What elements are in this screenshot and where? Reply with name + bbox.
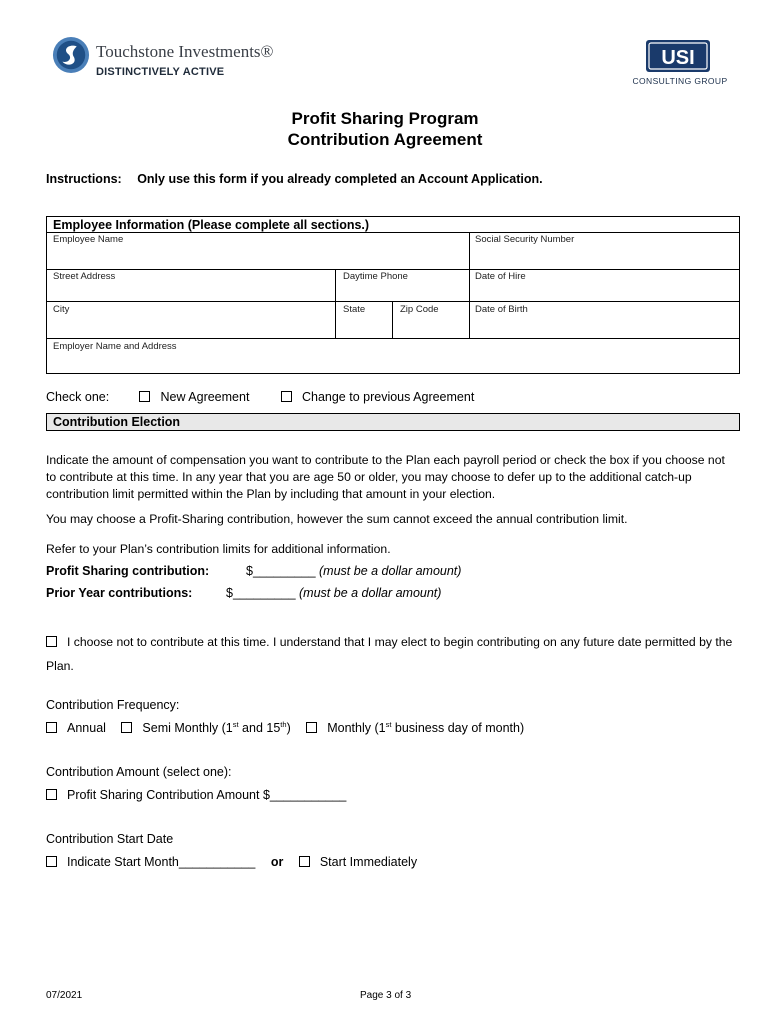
checkbox-profit-sharing-amount[interactable] <box>46 789 57 800</box>
frequency-options <box>46 720 536 735</box>
option-new-agreement[interactable] <box>139 390 277 404</box>
prior-year-label: Prior Year contributions: <box>46 586 193 600</box>
checkbox-start-month[interactable] <box>46 856 57 867</box>
touchstone-emblem-icon <box>52 36 90 74</box>
frequency-label: Contribution Frequency: <box>46 698 180 712</box>
option-profit-sharing-amount[interactable] <box>46 788 346 802</box>
option-monthly[interactable] <box>306 720 524 735</box>
footer-page-number: Page 3 of 3 <box>360 990 412 1001</box>
monthly-end: business day of month) <box>391 721 525 736</box>
checkbox-annual[interactable] <box>46 722 57 733</box>
state-field[interactable]: State <box>343 304 366 315</box>
semi-end: ) <box>286 721 291 736</box>
ssn-field[interactable]: Social Security Number <box>475 234 575 245</box>
employee-name-field[interactable]: Employee Name <box>53 234 124 245</box>
instruction-paragraph: Indicate the amount of compensation you want to contribute to the Plan each payroll period or check the box if you choose not to contribute at this time. In any year that you are age 50 or older, you may choose to defer up to the additional catch-up contribution limit permitted within the Plan by including that amount in your election. <box>46 453 725 501</box>
checkbox-start-immediately[interactable] <box>299 856 310 867</box>
profit-sharing-amount-label: Profit Sharing Contribution Amount $___________ <box>67 788 347 802</box>
touchstone-logo <box>52 36 272 86</box>
opt-out-text: I choose not to contribute at this time. I understand that I may elect to begin contributing on any future date permitted by the Plan. <box>46 635 733 673</box>
date-of-birth-field[interactable]: Date of Birth <box>475 304 528 315</box>
employer-field[interactable]: Employer Name and Address <box>53 341 177 352</box>
profit-sharing-input[interactable]: $_________ <box>246 564 316 578</box>
instructions-label: Instructions: <box>46 172 122 186</box>
profit-sharing-label: Profit Sharing contribution: <box>46 564 210 578</box>
prior-year-note: (must be a dollar amount) <box>299 586 442 600</box>
date-of-hire-field[interactable]: Date of Hire <box>475 271 526 282</box>
start-date-label: Contribution Start Date <box>46 832 174 846</box>
opt-out-option[interactable] <box>46 630 736 678</box>
option-annual[interactable] <box>46 721 106 735</box>
city-field[interactable]: City <box>53 304 70 315</box>
touchstone-name: Touchstone Investments® <box>96 42 274 61</box>
monthly-label: Monthly (1 <box>327 721 386 736</box>
checkbox-semi-monthly[interactable] <box>121 722 132 733</box>
daytime-phone-field[interactable]: Daytime Phone <box>343 271 408 282</box>
option-start-month[interactable] <box>46 855 255 869</box>
check-one-label: Check one: <box>46 390 110 404</box>
semi-monthly-label: Semi Monthly (1 <box>142 721 233 736</box>
usi-logo <box>628 40 732 88</box>
profit-sharing-note: (must be a dollar amount) <box>319 564 462 578</box>
form-title-line1: Profit Sharing Program <box>291 109 479 128</box>
instructions <box>46 172 543 186</box>
monthly-sup: st <box>385 720 392 729</box>
amount-label: Contribution Amount (select one): <box>46 765 232 779</box>
profit-sharing-paragraph: You may choose a Profit-Sharing contribution, however the sum cannot exceed the annual contribution limit. <box>46 512 628 526</box>
semi-mid: and 15 <box>238 721 281 736</box>
street-address-field[interactable]: Street Address <box>53 271 116 282</box>
contribution-election-header: Contribution Election <box>46 413 740 431</box>
instructions-text: Only use this form if you already completed an Account Application. <box>137 172 543 186</box>
semi-sup-2: th <box>280 720 287 729</box>
usi-mark-icon <box>646 40 710 72</box>
semi-sup-1: st <box>232 720 239 729</box>
change-agreement-label: Change to previous Agreement <box>301 390 475 404</box>
checkbox-monthly[interactable] <box>306 722 317 733</box>
start-date-options <box>46 855 429 869</box>
form-title-line2: Contribution Agreement <box>287 130 483 149</box>
employee-info-table <box>46 216 740 374</box>
touchstone-tagline: DISTINCTIVELY ACTIVE <box>96 66 225 78</box>
checkbox-opt-out[interactable] <box>46 636 57 647</box>
annual-label: Annual <box>67 721 106 736</box>
footer-date: 07/2021 <box>46 990 83 1001</box>
prior-year-row <box>46 586 441 600</box>
option-start-immediately[interactable] <box>299 855 417 869</box>
checkbox-change-agreement[interactable] <box>281 391 292 402</box>
usi-mark-text: USI <box>661 47 695 69</box>
prior-year-input[interactable]: $_________ <box>226 586 296 600</box>
option-semi-monthly[interactable] <box>121 720 290 735</box>
start-month-label: Indicate Start Month___________ <box>67 855 256 869</box>
usi-subtitle: CONSULTING GROUP <box>632 76 728 86</box>
start-immediately-label: Start Immediately <box>319 855 418 869</box>
limits-paragraph: Refer to your Plan’s contribution limits for additional information. <box>46 542 391 556</box>
check-one-row <box>46 390 474 404</box>
checkbox-new-agreement[interactable] <box>139 391 150 402</box>
zip-code-field[interactable]: Zip Code <box>400 304 439 315</box>
or-text: or <box>270 855 284 869</box>
employee-info-header: Employee Information (Please complete all sections.) <box>53 218 370 232</box>
profit-sharing-row <box>46 564 461 578</box>
option-change-agreement[interactable] <box>281 390 474 404</box>
new-agreement-label: New Agreement <box>160 390 250 404</box>
